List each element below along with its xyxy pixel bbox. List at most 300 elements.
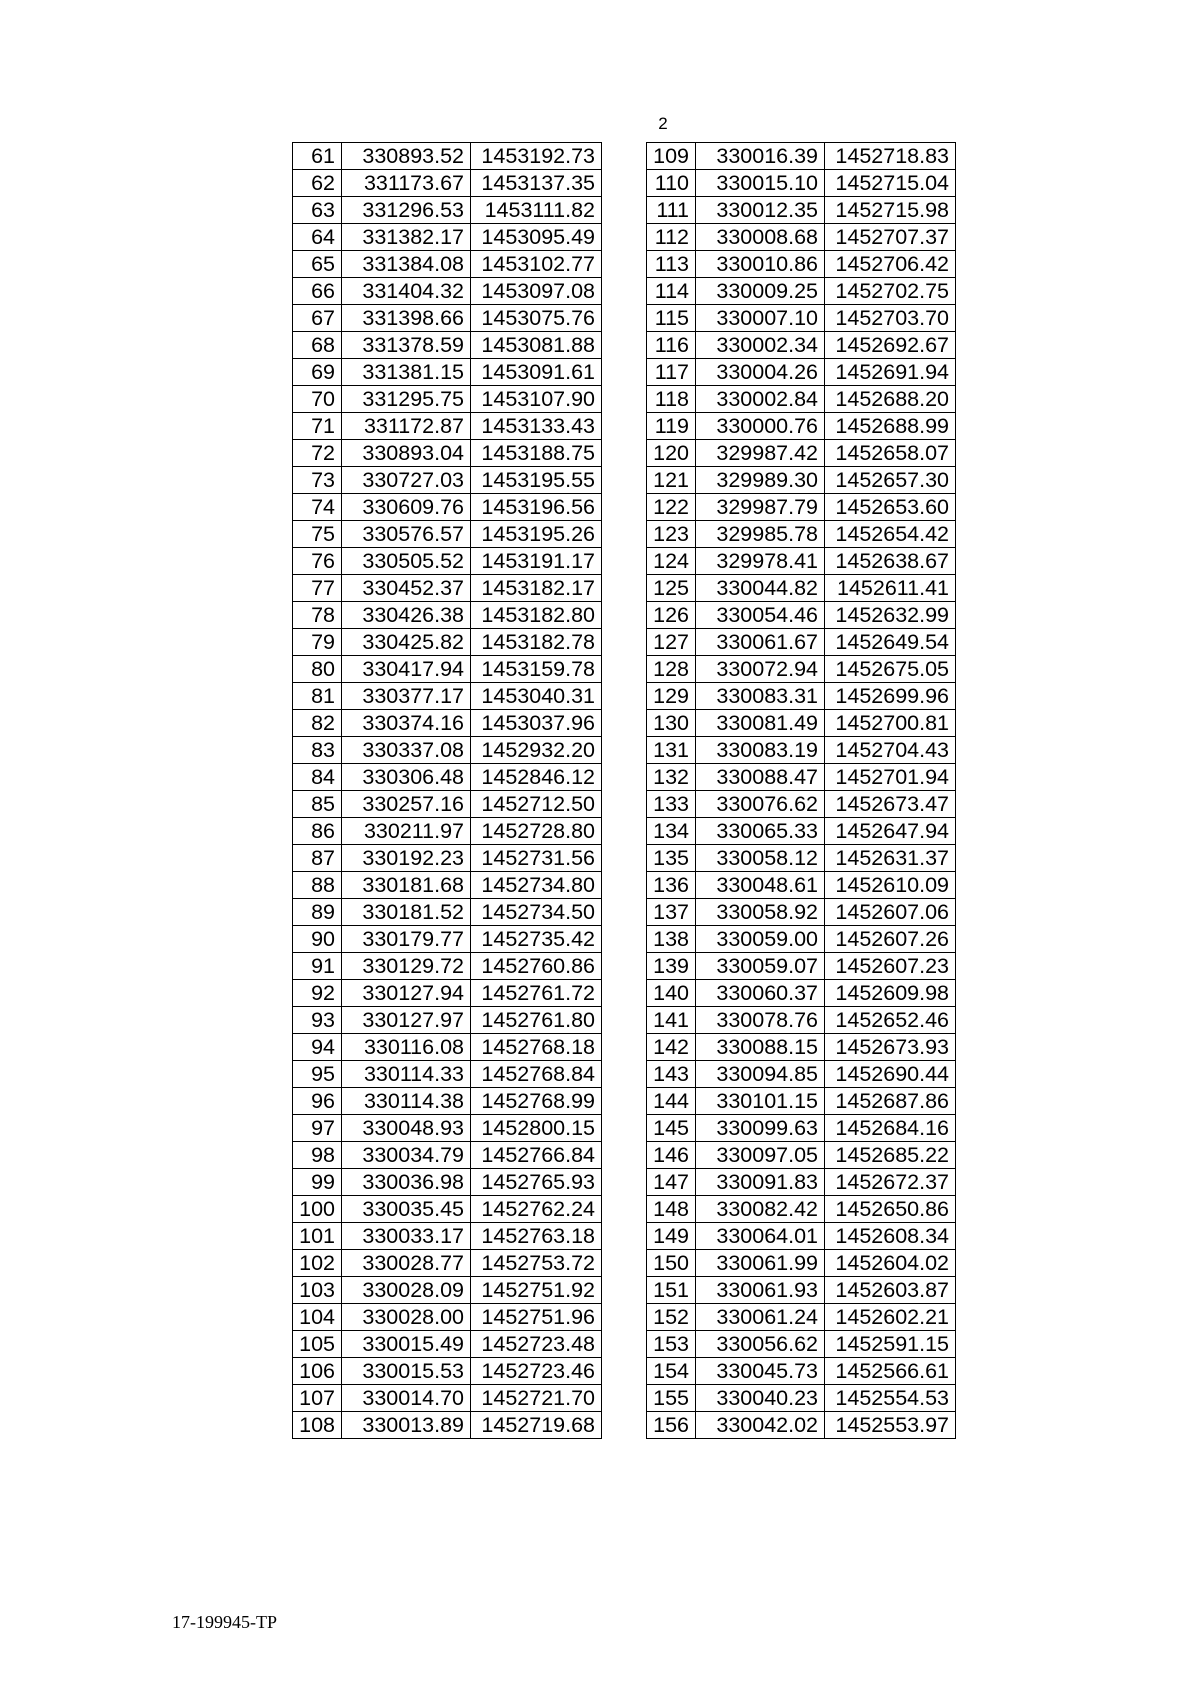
document-code: 17-199945-TP [172,1612,277,1632]
y-coordinate-cell: 1452846.12 [471,764,602,791]
table-row [293,764,602,791]
table-row [293,278,602,305]
y-coordinate-cell: 1452765.93 [471,1169,602,1196]
point-number-cell: 107 [293,1385,342,1412]
table-body [647,143,956,1439]
table-row [293,737,602,764]
x-coordinate-cell: 330192.23 [342,845,471,872]
x-coordinate-cell: 329987.42 [696,440,825,467]
y-coordinate-cell: 1452734.80 [471,872,602,899]
table-row [293,143,602,170]
y-coordinate-cell: 1452649.54 [825,629,956,656]
table-body [293,143,602,1439]
x-coordinate-cell: 330008.68 [696,224,825,251]
point-number-cell: 86 [293,818,342,845]
x-coordinate-cell: 330091.83 [696,1169,825,1196]
point-number-cell: 142 [647,1034,696,1061]
x-coordinate-cell: 329989.30 [696,467,825,494]
point-number-cell: 83 [293,737,342,764]
x-coordinate-cell: 330727.03 [342,467,471,494]
table-row [647,1142,956,1169]
x-coordinate-cell: 330088.15 [696,1034,825,1061]
x-coordinate-cell: 330054.46 [696,602,825,629]
point-number-cell: 112 [647,224,696,251]
point-number-cell: 147 [647,1169,696,1196]
x-coordinate-cell: 330002.34 [696,332,825,359]
y-coordinate-cell: 1452591.15 [825,1331,956,1358]
y-coordinate-cell: 1452647.94 [825,818,956,845]
y-coordinate-cell: 1452654.42 [825,521,956,548]
table-row [293,494,602,521]
point-number-cell: 110 [647,170,696,197]
table-row [293,1385,602,1412]
point-number-cell: 103 [293,1277,342,1304]
point-number-cell: 135 [647,845,696,872]
point-number-cell: 154 [647,1358,696,1385]
y-coordinate-cell: 1452701.94 [825,764,956,791]
point-number-cell: 151 [647,1277,696,1304]
table-row [647,305,956,332]
point-number-cell: 84 [293,764,342,791]
y-coordinate-cell: 1453188.75 [471,440,602,467]
x-coordinate-cell: 330034.79 [342,1142,471,1169]
x-coordinate-cell: 330893.52 [342,143,471,170]
point-number-cell: 120 [647,440,696,467]
x-coordinate-cell: 330060.37 [696,980,825,1007]
y-coordinate-cell: 1452762.24 [471,1196,602,1223]
y-coordinate-cell: 1452768.99 [471,1088,602,1115]
y-coordinate-cell: 1452715.04 [825,170,956,197]
x-coordinate-cell: 330257.16 [342,791,471,818]
y-coordinate-cell: 1452731.56 [471,845,602,872]
table-row [647,1358,956,1385]
y-coordinate-cell: 1452607.06 [825,899,956,926]
x-coordinate-cell: 330893.04 [342,440,471,467]
x-coordinate-cell: 330048.61 [696,872,825,899]
point-number-cell: 66 [293,278,342,305]
table-row [647,710,956,737]
y-coordinate-cell: 1453081.88 [471,332,602,359]
point-number-cell: 149 [647,1223,696,1250]
x-coordinate-cell: 330211.97 [342,818,471,845]
point-number-cell: 82 [293,710,342,737]
table-row [647,575,956,602]
table-row [647,1223,956,1250]
table-row [647,980,956,1007]
table-row [293,1088,602,1115]
x-coordinate-cell: 330065.33 [696,818,825,845]
table-row [293,818,602,845]
point-number-cell: 71 [293,413,342,440]
point-number-cell: 99 [293,1169,342,1196]
y-coordinate-cell: 1452653.60 [825,494,956,521]
table-row [647,251,956,278]
x-coordinate-cell: 331296.53 [342,197,471,224]
point-number-cell: 127 [647,629,696,656]
x-coordinate-cell: 330179.77 [342,926,471,953]
x-coordinate-cell: 330058.12 [696,845,825,872]
y-coordinate-cell: 1452687.86 [825,1088,956,1115]
x-coordinate-cell: 331398.66 [342,305,471,332]
table-row [293,683,602,710]
point-number-cell: 97 [293,1115,342,1142]
point-number-cell: 139 [647,953,696,980]
x-coordinate-cell: 330426.38 [342,602,471,629]
y-coordinate-cell: 1452734.50 [471,899,602,926]
x-coordinate-cell: 330033.17 [342,1223,471,1250]
x-coordinate-cell: 330028.00 [342,1304,471,1331]
x-coordinate-cell: 330015.49 [342,1331,471,1358]
point-number-cell: 67 [293,305,342,332]
table-row [293,359,602,386]
point-number-cell: 117 [647,359,696,386]
point-number-cell: 121 [647,467,696,494]
table-row [293,629,602,656]
point-number-cell: 104 [293,1304,342,1331]
x-coordinate-cell: 330127.94 [342,980,471,1007]
y-coordinate-cell: 1452688.99 [825,413,956,440]
point-number-cell: 153 [647,1331,696,1358]
table-row [293,332,602,359]
table-row [647,1250,956,1277]
point-number-cell: 116 [647,332,696,359]
point-number-cell: 125 [647,575,696,602]
table-row [647,845,956,872]
y-coordinate-cell: 1452631.37 [825,845,956,872]
y-coordinate-cell: 1452603.87 [825,1277,956,1304]
y-coordinate-cell: 1453182.17 [471,575,602,602]
y-coordinate-cell: 1452610.09 [825,872,956,899]
table-row [293,710,602,737]
y-coordinate-cell: 1453195.26 [471,521,602,548]
x-coordinate-cell: 330114.33 [342,1061,471,1088]
point-number-cell: 146 [647,1142,696,1169]
x-coordinate-cell: 330012.35 [696,197,825,224]
table-row [647,467,956,494]
point-number-cell: 128 [647,656,696,683]
x-coordinate-cell: 330097.05 [696,1142,825,1169]
x-coordinate-cell: 330337.08 [342,737,471,764]
x-coordinate-cell: 330061.93 [696,1277,825,1304]
y-coordinate-cell: 1452761.80 [471,1007,602,1034]
y-coordinate-cell: 1452707.37 [825,224,956,251]
table-row [293,1250,602,1277]
x-coordinate-cell: 331295.75 [342,386,471,413]
point-number-cell: 131 [647,737,696,764]
x-coordinate-cell: 331404.32 [342,278,471,305]
table-row [293,197,602,224]
table-row [647,143,956,170]
point-number-cell: 88 [293,872,342,899]
y-coordinate-cell: 1452760.86 [471,953,602,980]
point-number-cell: 136 [647,872,696,899]
point-number-cell: 64 [293,224,342,251]
x-coordinate-cell: 330040.23 [696,1385,825,1412]
table-row [293,413,602,440]
point-number-cell: 155 [647,1385,696,1412]
y-coordinate-cell: 1452715.98 [825,197,956,224]
x-coordinate-cell: 330088.47 [696,764,825,791]
table-row [647,656,956,683]
x-coordinate-cell: 330002.84 [696,386,825,413]
y-coordinate-cell: 1452728.80 [471,818,602,845]
x-coordinate-cell: 329987.79 [696,494,825,521]
y-coordinate-cell: 1452652.46 [825,1007,956,1034]
y-coordinate-cell: 1452751.96 [471,1304,602,1331]
point-number-cell: 80 [293,656,342,683]
y-coordinate-cell: 1453159.78 [471,656,602,683]
point-number-cell: 85 [293,791,342,818]
x-coordinate-cell: 330505.52 [342,548,471,575]
point-number-cell: 92 [293,980,342,1007]
table-row [647,872,956,899]
y-coordinate-cell: 1452768.18 [471,1034,602,1061]
x-coordinate-cell: 330061.67 [696,629,825,656]
x-coordinate-cell: 330058.92 [696,899,825,926]
table-row [293,521,602,548]
x-coordinate-cell: 330072.94 [696,656,825,683]
x-coordinate-cell: 330064.01 [696,1223,825,1250]
y-coordinate-cell: 1452609.98 [825,980,956,1007]
point-number-cell: 91 [293,953,342,980]
y-coordinate-cell: 1452602.21 [825,1304,956,1331]
x-coordinate-cell: 330083.19 [696,737,825,764]
point-number-cell: 143 [647,1061,696,1088]
y-coordinate-cell: 1453195.55 [471,467,602,494]
point-number-cell: 148 [647,1196,696,1223]
point-number-cell: 129 [647,683,696,710]
point-number-cell: 75 [293,521,342,548]
y-coordinate-cell: 1453137.35 [471,170,602,197]
y-coordinate-cell: 1452604.02 [825,1250,956,1277]
x-coordinate-cell: 330015.53 [342,1358,471,1385]
table-row [293,251,602,278]
table-row [647,1034,956,1061]
x-coordinate-cell: 330114.38 [342,1088,471,1115]
x-coordinate-cell: 330015.10 [696,170,825,197]
table-row [647,413,956,440]
y-coordinate-cell: 1453107.90 [471,386,602,413]
point-number-cell: 61 [293,143,342,170]
y-coordinate-cell: 1452675.05 [825,656,956,683]
x-coordinate-cell: 330099.63 [696,1115,825,1142]
point-number-cell: 81 [293,683,342,710]
y-coordinate-cell: 1453192.73 [471,143,602,170]
point-number-cell: 73 [293,467,342,494]
y-coordinate-cell: 1452723.48 [471,1331,602,1358]
x-coordinate-cell: 330078.76 [696,1007,825,1034]
point-number-cell: 62 [293,170,342,197]
table-row [293,1007,602,1034]
point-number-cell: 106 [293,1358,342,1385]
point-number-cell: 123 [647,521,696,548]
table-row [293,1277,602,1304]
table-row [647,1007,956,1034]
table-row [293,548,602,575]
y-coordinate-cell: 1452763.18 [471,1223,602,1250]
table-row [647,818,956,845]
table-row [293,305,602,332]
point-number-cell: 118 [647,386,696,413]
point-number-cell: 114 [647,278,696,305]
table-row [293,1358,602,1385]
table-row [647,683,956,710]
table-row [293,899,602,926]
x-coordinate-cell: 330036.98 [342,1169,471,1196]
y-coordinate-cell: 1452768.84 [471,1061,602,1088]
table-row [647,494,956,521]
table-row [647,278,956,305]
point-number-cell: 90 [293,926,342,953]
x-coordinate-cell: 330129.72 [342,953,471,980]
x-coordinate-cell: 330028.77 [342,1250,471,1277]
x-coordinate-cell: 329985.78 [696,521,825,548]
point-number-cell: 109 [647,143,696,170]
table-row [647,197,956,224]
table-row [647,1196,956,1223]
y-coordinate-cell: 1452721.70 [471,1385,602,1412]
point-number-cell: 132 [647,764,696,791]
y-coordinate-cell: 1452751.92 [471,1277,602,1304]
table-row [293,1331,602,1358]
x-coordinate-cell: 330101.15 [696,1088,825,1115]
point-number-cell: 76 [293,548,342,575]
page-number: 2 [658,114,668,133]
point-number-cell: 96 [293,1088,342,1115]
x-coordinate-cell: 330016.39 [696,143,825,170]
point-number-cell: 68 [293,332,342,359]
coordinate-table-left [292,142,602,1439]
y-coordinate-cell: 1453133.43 [471,413,602,440]
point-number-cell: 74 [293,494,342,521]
x-coordinate-cell: 330083.31 [696,683,825,710]
point-number-cell: 100 [293,1196,342,1223]
table-row [293,386,602,413]
table-row [647,791,956,818]
point-number-cell: 111 [647,197,696,224]
y-coordinate-cell: 1452703.70 [825,305,956,332]
y-coordinate-cell: 1452702.75 [825,278,956,305]
point-number-cell: 141 [647,1007,696,1034]
table-row [293,926,602,953]
y-coordinate-cell: 1453037.96 [471,710,602,737]
table-row [293,1142,602,1169]
x-coordinate-cell: 330007.10 [696,305,825,332]
point-number-cell: 78 [293,602,342,629]
point-number-cell: 140 [647,980,696,1007]
table-row [293,224,602,251]
point-number-cell: 94 [293,1034,342,1061]
table-row [293,1223,602,1250]
y-coordinate-cell: 1452735.42 [471,926,602,953]
x-coordinate-cell: 330082.42 [696,1196,825,1223]
y-coordinate-cell: 1453191.17 [471,548,602,575]
y-coordinate-cell: 1452607.23 [825,953,956,980]
y-coordinate-cell: 1452691.94 [825,359,956,386]
point-number-cell: 150 [647,1250,696,1277]
x-coordinate-cell: 330009.25 [696,278,825,305]
point-number-cell: 63 [293,197,342,224]
table-row [293,575,602,602]
x-coordinate-cell: 331382.17 [342,224,471,251]
table-row [293,467,602,494]
x-coordinate-cell: 330181.68 [342,872,471,899]
y-coordinate-cell: 1452684.16 [825,1115,956,1142]
x-coordinate-cell: 330059.00 [696,926,825,953]
table-row [647,521,956,548]
point-number-cell: 102 [293,1250,342,1277]
x-coordinate-cell: 330010.86 [696,251,825,278]
table-row [293,1034,602,1061]
x-coordinate-cell: 330042.02 [696,1412,825,1439]
y-coordinate-cell: 1452718.83 [825,143,956,170]
x-coordinate-cell: 330076.62 [696,791,825,818]
table-row [647,737,956,764]
table-row [293,1061,602,1088]
y-coordinate-cell: 1452688.20 [825,386,956,413]
y-coordinate-cell: 1453102.77 [471,251,602,278]
x-coordinate-cell: 330181.52 [342,899,471,926]
table-row [293,170,602,197]
table-row [647,1331,956,1358]
point-number-cell: 95 [293,1061,342,1088]
x-coordinate-cell: 330028.09 [342,1277,471,1304]
point-number-cell: 105 [293,1331,342,1358]
y-coordinate-cell: 1452566.61 [825,1358,956,1385]
table-row [647,629,956,656]
point-number-cell: 70 [293,386,342,413]
table-row [293,602,602,629]
y-coordinate-cell: 1452673.93 [825,1034,956,1061]
x-coordinate-cell: 330014.70 [342,1385,471,1412]
x-coordinate-cell: 331173.67 [342,170,471,197]
x-coordinate-cell: 330417.94 [342,656,471,683]
y-coordinate-cell: 1452673.47 [825,791,956,818]
table-row [647,953,956,980]
point-number-cell: 156 [647,1412,696,1439]
point-number-cell: 65 [293,251,342,278]
x-coordinate-cell: 331381.15 [342,359,471,386]
y-coordinate-cell: 1452658.07 [825,440,956,467]
y-coordinate-cell: 1453095.49 [471,224,602,251]
x-coordinate-cell: 330044.82 [696,575,825,602]
table-row [647,359,956,386]
table-row [647,224,956,251]
x-coordinate-cell: 330094.85 [696,1061,825,1088]
point-number-cell: 152 [647,1304,696,1331]
table-row [293,1412,602,1439]
point-number-cell: 137 [647,899,696,926]
x-coordinate-cell: 330048.93 [342,1115,471,1142]
table-row [647,764,956,791]
y-coordinate-cell: 1452607.26 [825,926,956,953]
point-number-cell: 98 [293,1142,342,1169]
point-number-cell: 144 [647,1088,696,1115]
coordinate-table-right [646,142,956,1439]
point-number-cell: 87 [293,845,342,872]
y-coordinate-cell: 1452700.81 [825,710,956,737]
table-row [647,1304,956,1331]
point-number-cell: 122 [647,494,696,521]
x-coordinate-cell: 330061.24 [696,1304,825,1331]
x-coordinate-cell: 330127.97 [342,1007,471,1034]
table-row [647,1412,956,1439]
point-number-cell: 108 [293,1412,342,1439]
table-row [293,980,602,1007]
table-row [647,548,956,575]
table-row [293,1196,602,1223]
point-number-cell: 124 [647,548,696,575]
